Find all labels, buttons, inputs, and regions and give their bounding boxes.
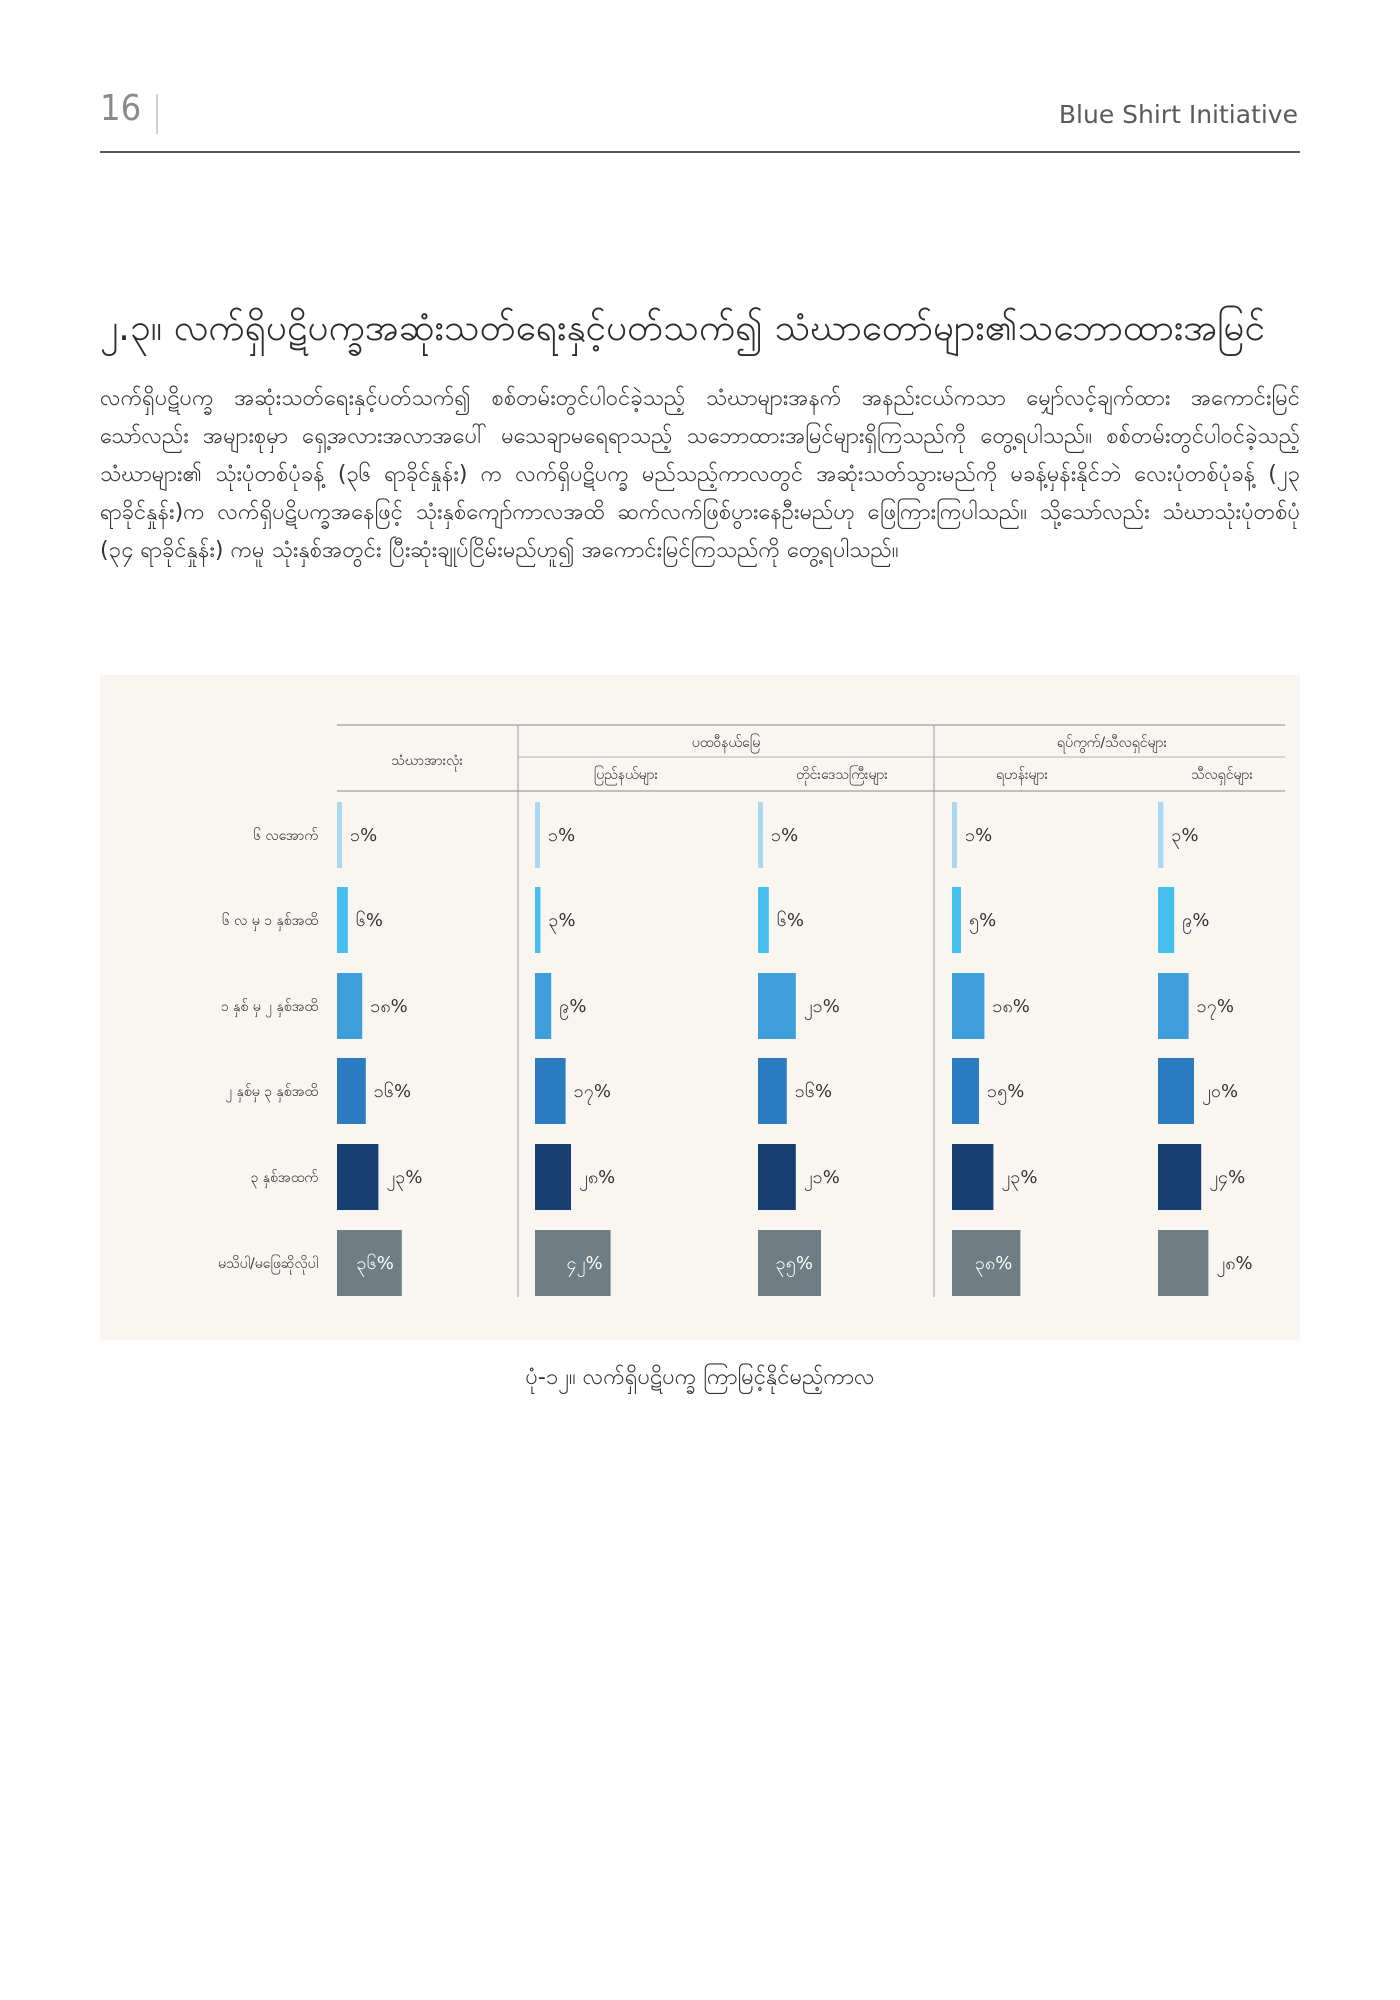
bar	[758, 802, 763, 868]
bar	[1158, 887, 1174, 953]
bar	[1158, 973, 1189, 1039]
figure-caption: ပုံ-၁၂။ လက်ရှိပဋိပက္ခ ကြာမြင့်နိုင်မည့်ကာလ	[525, 1365, 875, 1390]
bar	[337, 887, 348, 953]
data-label: ၁၅%	[987, 1081, 1025, 1102]
header-rule	[100, 151, 1300, 153]
data-label: ၁၇%	[573, 1081, 611, 1102]
data-label: ၆%	[355, 910, 384, 931]
data-label: ၁၈%	[370, 996, 408, 1017]
bar	[758, 887, 769, 953]
data-label: ၂၈%	[1216, 1253, 1253, 1274]
data-label: ၁၈%	[992, 996, 1030, 1017]
bar	[337, 1058, 366, 1124]
data-label: ၁%	[771, 825, 799, 846]
bar	[952, 1144, 993, 1210]
column-header: တိုင်းဒေသကြီးများ	[796, 767, 888, 783]
data-label: ၂၃%	[1001, 1167, 1038, 1188]
data-label: ၅%	[969, 910, 997, 931]
data-label: ၁၇%	[1196, 996, 1234, 1017]
data-label: ၁%	[548, 825, 576, 846]
row-label: ၃ နှစ်အထက်	[250, 1170, 318, 1186]
bar	[535, 973, 551, 1039]
column-header: သီလရှင်များ	[1191, 767, 1253, 783]
data-label: ၃၆%	[356, 1253, 394, 1274]
bar	[535, 887, 540, 953]
group-header: ပထဝီနယ်မြေ	[691, 735, 761, 751]
row-label: ၂ နှစ်မှ ၃ နှစ်အထိ	[225, 1084, 318, 1100]
running-header: Blue Shirt Initiative	[1058, 100, 1298, 129]
bar	[1158, 1058, 1194, 1124]
row-label: ၁ နှစ် မှ ၂ နှစ်အထိ	[220, 999, 318, 1015]
data-label: ၄၂%	[566, 1253, 603, 1274]
group-header: ရပ်ကွက်/သီလရှင်များ	[1056, 735, 1168, 751]
data-label: ၂၃%	[386, 1167, 423, 1188]
data-label: ၂၁%	[803, 1167, 840, 1188]
bar	[1158, 1144, 1201, 1210]
header-separator	[156, 94, 158, 134]
row-label: မသိပါ/မဖြေဆိုလိုပါ	[218, 1256, 318, 1272]
bar	[952, 887, 961, 953]
bar	[952, 802, 957, 868]
data-label: ၃%	[548, 910, 576, 931]
section-title: ၂.၃။ လက်ရှိပဋိပက္ခအဆုံးသတ်ရေးနှင့်ပတ်သက်၍ သံဃာတော်များ၏သဘောထားအမြင်	[100, 306, 1266, 349]
data-label: ၃၅%	[775, 1253, 813, 1274]
bar	[1158, 802, 1163, 868]
bar	[758, 973, 796, 1039]
bar	[952, 973, 984, 1039]
data-label: ၂၈%	[579, 1167, 616, 1188]
bar	[758, 1058, 787, 1124]
bar	[1158, 1230, 1208, 1296]
data-label: ၃၈%	[974, 1253, 1013, 1274]
duration-bar-chart	[100, 675, 1300, 1340]
bar	[535, 1058, 566, 1124]
row-label: ၆ လ မှ ၁ နှစ်အထိ	[221, 913, 318, 929]
bar	[758, 1144, 796, 1210]
row-label: ၆ လအောက်	[253, 828, 318, 844]
data-label: ၁၆%	[373, 1081, 412, 1102]
data-label: ၂၀%	[1202, 1081, 1239, 1102]
data-label: ၃%	[1171, 825, 1199, 846]
data-label: ၆%	[776, 910, 805, 931]
figure-chart	[100, 675, 1300, 1340]
body-paragraph: လက်ရှိပဋိပက္ခ အဆုံးသတ်ရေးနှင့်ပတ်သက်၍ စစ်တမ်းတွင်ပါဝင်ခဲ့သည့် သံဃာများအနက် အနည်းငယ်ကသာ မျှော်လင့်ချက်ထား အကောင်းမြင်သော်လည်း အများစုမှာ ရှေ့အလားအလာအပေါ် မသေချာမရေရာသည့် သဘောထားအမြင်များရှိကြသည်ကို တွေ့ရပါသည်။ စစ်တမ်းတွင်ပါဝင်ခဲ့သည့် သံဃာများ၏ သုံးပုံတစ်ပုံခန့် (၃၆ ရာခိုင်နှုန်း) က လက်ရှိပဋိပက္ခ မည်သည့်ကာလတွင် အဆုံးသတ်သွားမည်ကို မခန့်မှန်းနိုင်ဘဲ လေးပုံတစ်ပုံခန့် (၂၃ ရာခိုင်နှုန်း)က လက်ရှိပဋိပက္ခအနေဖြင့် သုံးနှစ်ကျော်ကာလအထိ ဆက်လက်ဖြစ်ပွားနေဦးမည်ဟု ဖြေကြားကြပါသည်။ သို့သော်လည်း သံဃာသုံးပုံတစ်ပုံ (၃၄ ရာခိုင်နှုန်း) ကမူ သုံးနှစ်အတွင်း ပြီးဆုံးချုပ်ငြိမ်းမည်ဟူ၍ အကောင်းမြင်ကြသည်ကို တွေ့ရပါသည်။	[100, 386, 1300, 563]
page-number: 16	[100, 88, 142, 129]
data-label: ၉%	[559, 996, 587, 1017]
data-label: ၁%	[965, 825, 993, 846]
data-label: ၉%	[1182, 910, 1210, 931]
data-label: ၁%	[350, 825, 378, 846]
bar	[952, 1058, 979, 1124]
data-label: ၂၁%	[803, 996, 840, 1017]
bar	[337, 802, 342, 868]
bar	[535, 802, 540, 868]
bar	[337, 973, 362, 1039]
bar	[535, 1144, 571, 1210]
group-header: သံဃာအားလုံး	[391, 753, 463, 769]
column-header: ရဟန်းများ	[995, 767, 1049, 783]
bar	[337, 1144, 378, 1210]
data-label: ၂၄%	[1209, 1167, 1246, 1188]
column-header: ပြည်နယ်များ	[593, 767, 659, 783]
data-label: ၁၆%	[794, 1081, 833, 1102]
